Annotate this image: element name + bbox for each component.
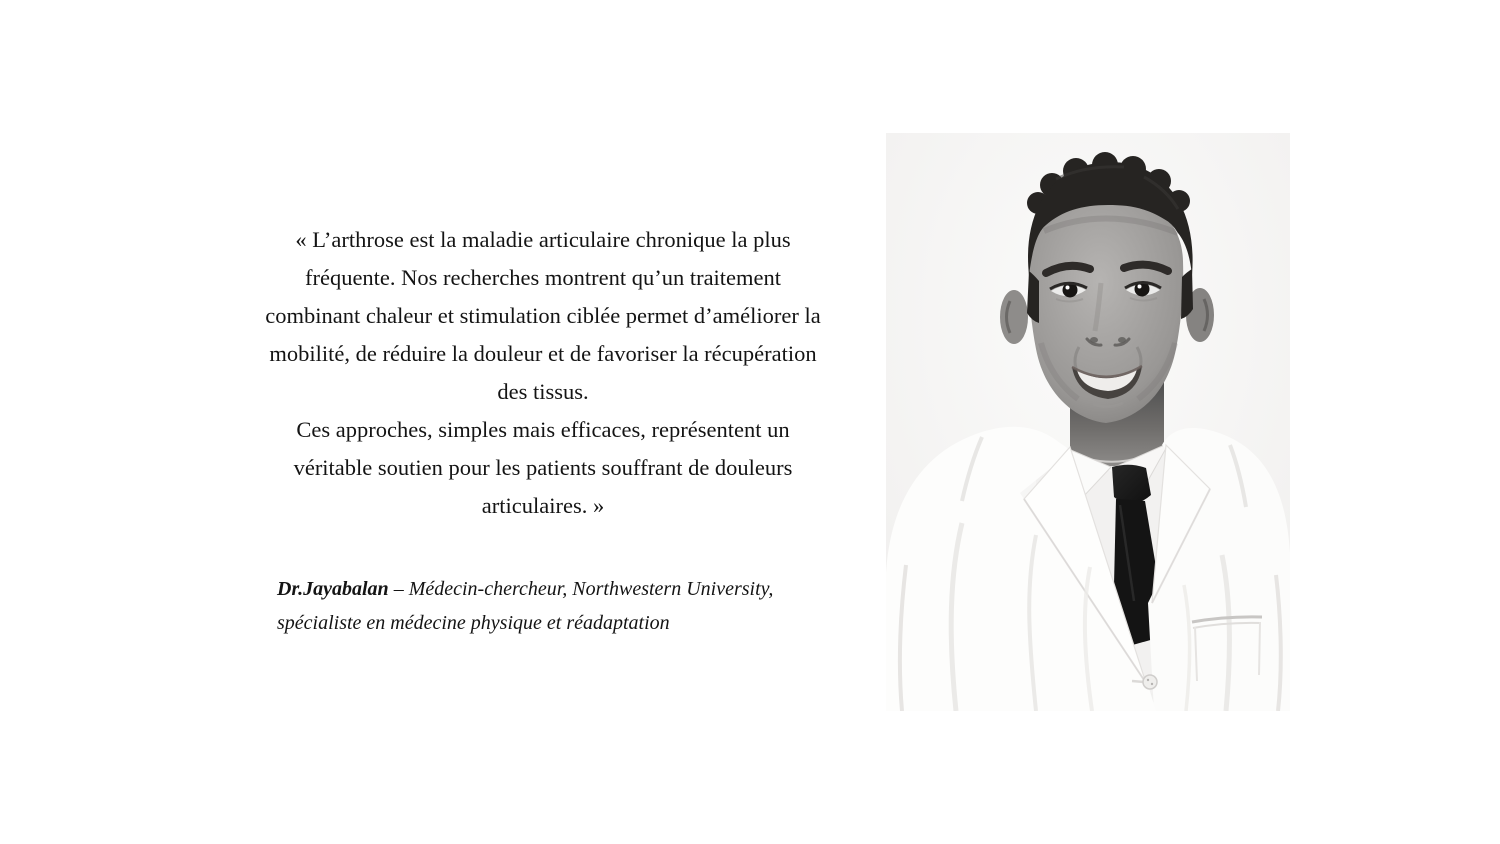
quote-line: Ces approches, simples mais efficaces, représentent un [296,417,790,442]
quote-line: mobilité, de réduire la douleur et de favoriser la récupération [269,341,817,366]
quote-block [193,221,893,525]
quote-line: combinant chaleur et stimulation ciblée permet d’améliorer la [265,303,821,328]
quote-line: véritable soutien pour les patients souffrant de douleurs [293,455,793,480]
attribution-role-line-1: Médecin-chercheur, Northwestern University, [408,578,774,600]
attribution-separator: – [393,578,404,600]
doctor-portrait-photo [886,133,1290,711]
quote-line: fréquente. Nos recherches montrent qu’un traitement [304,265,782,290]
quote-line: articulaires. » [481,493,605,518]
attribution-line-1 [277,572,917,606]
quote-line: « L’arthrose est la maladie articulaire chronique la plus [295,227,791,252]
doctor-portrait-illustration [886,133,1290,711]
attribution-name: Dr.Jayabalan [277,578,389,600]
attribution [277,572,917,640]
quote-line: des tissus. [497,379,589,404]
attribution-role-line-2: spécialiste en médecine physique et réadaptation [277,612,670,634]
